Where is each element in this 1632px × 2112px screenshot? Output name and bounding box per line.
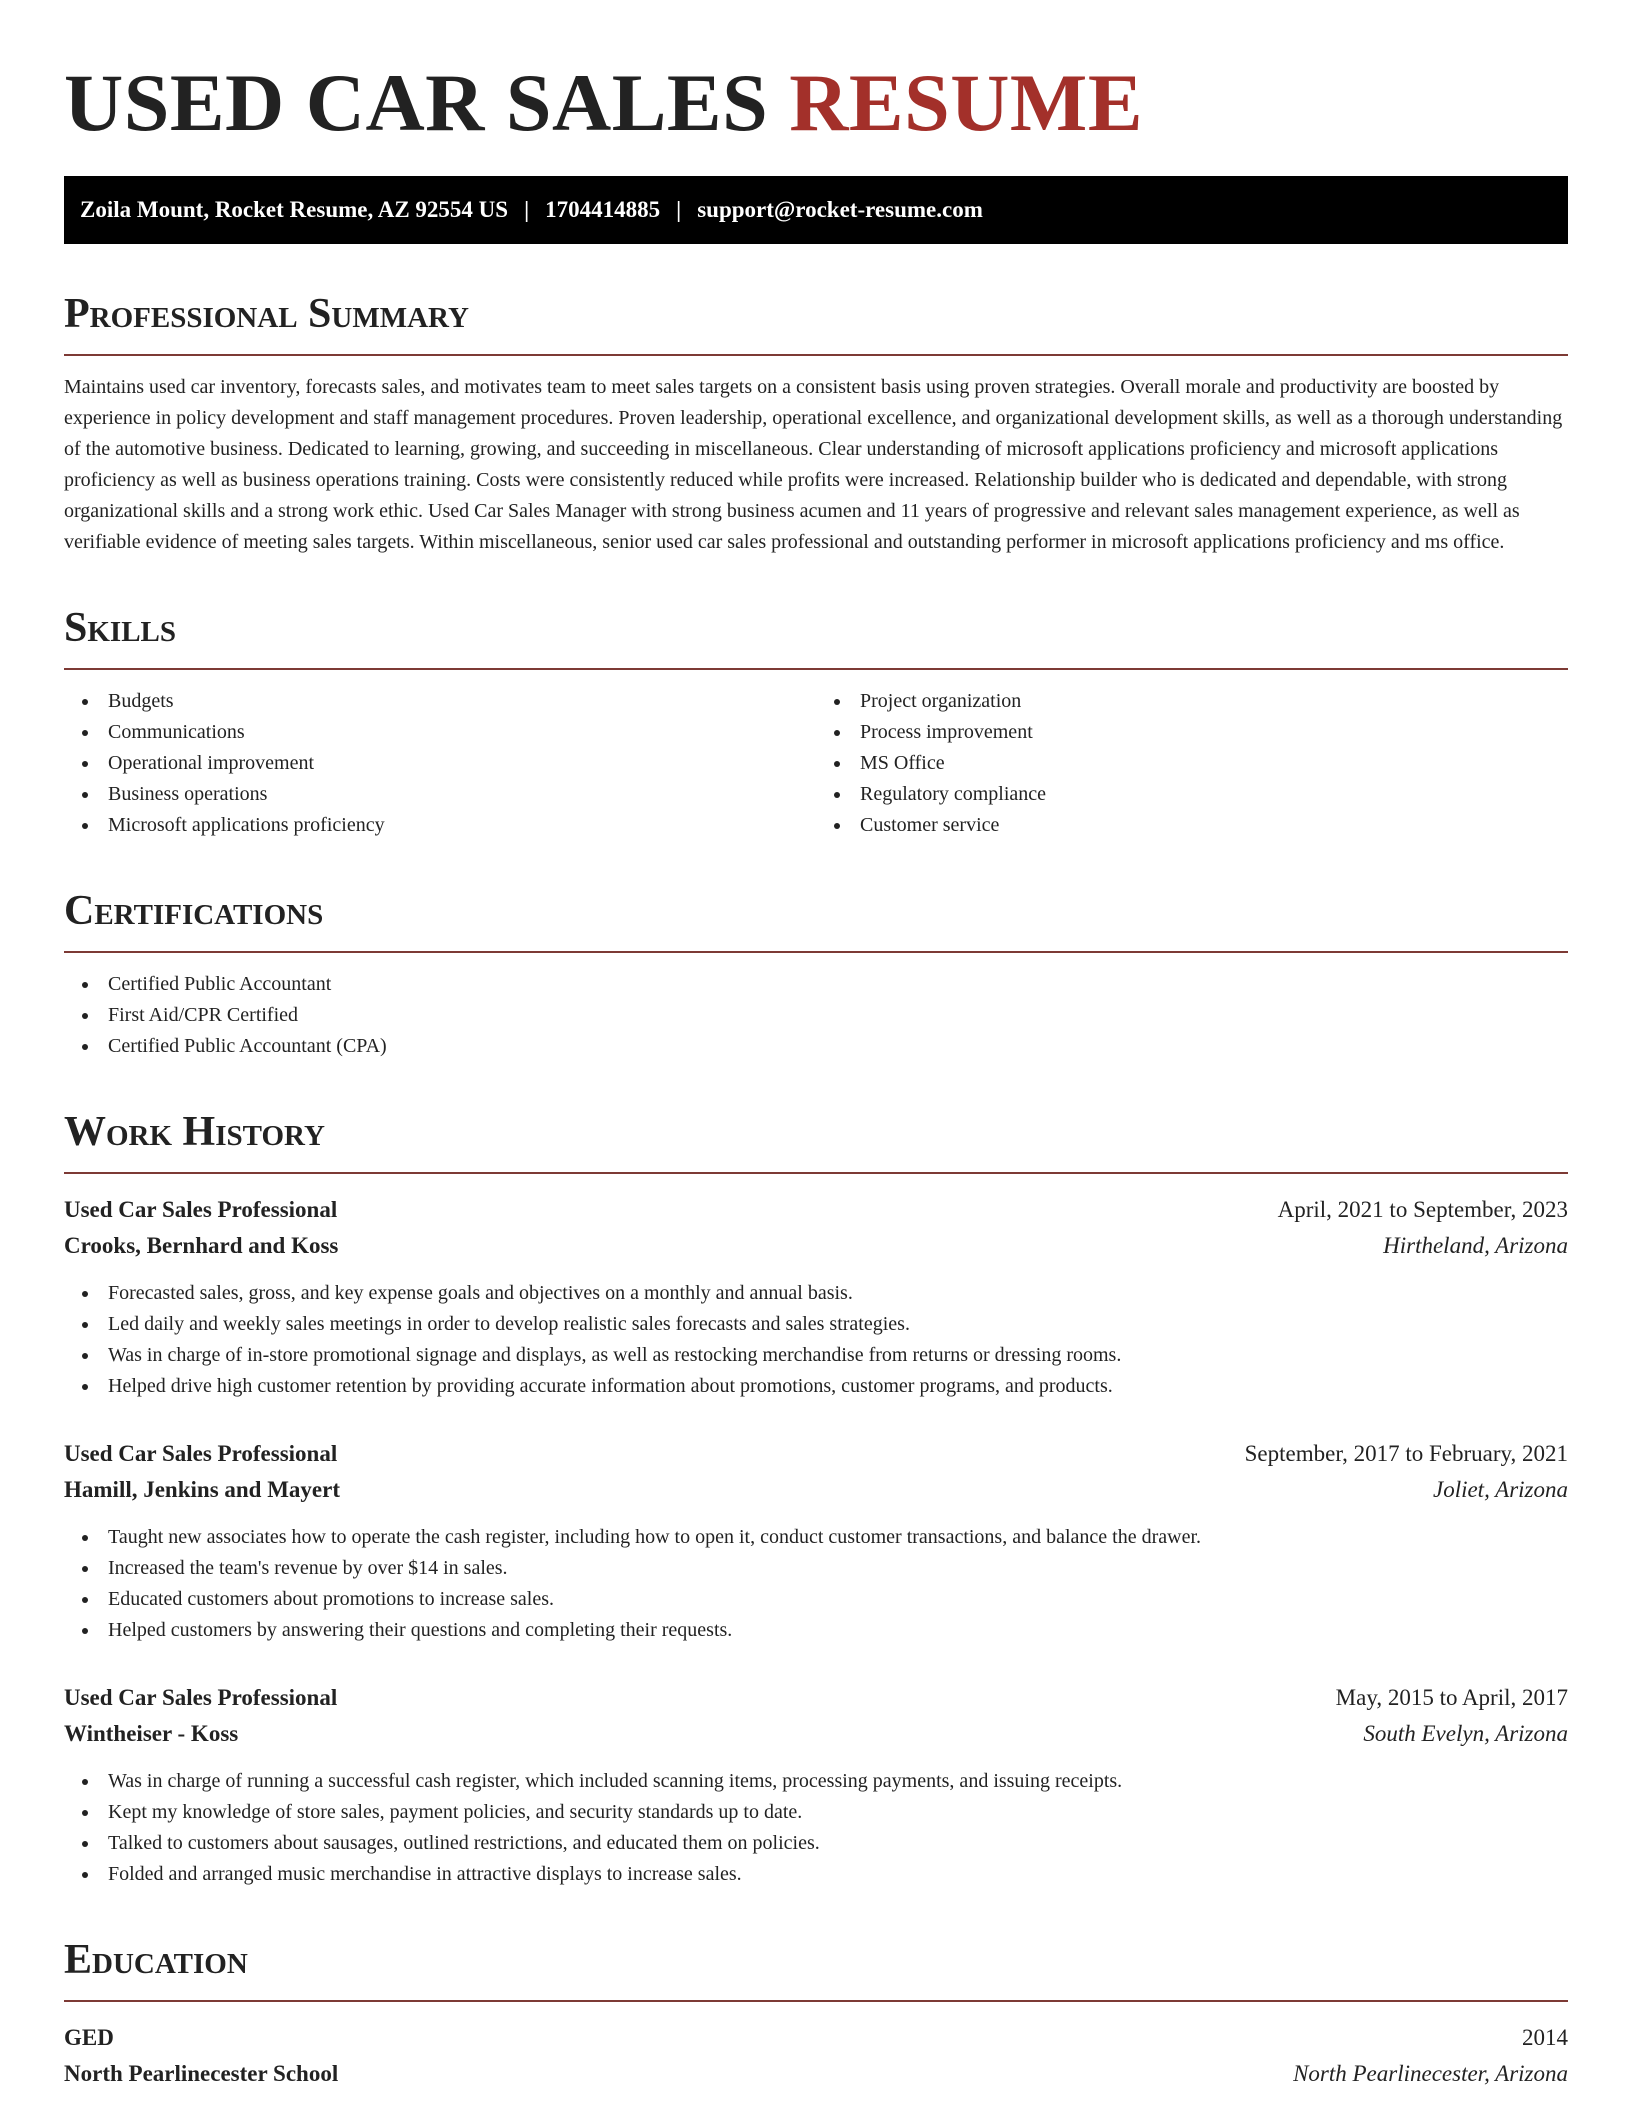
job-entry <box>64 1192 1568 1402</box>
job-dates: September, 2017 to February, 2021 <box>1244 1441 1568 1466</box>
job-dates: May, 2015 to April, 2017 <box>1335 1685 1568 1710</box>
certification-item: First Aid/CPR Certified <box>64 1000 1568 1031</box>
contact-separator: | <box>524 197 530 222</box>
skills-grid <box>64 686 1568 841</box>
contact-separator: | <box>676 197 682 222</box>
contact-bar <box>64 176 1568 244</box>
skill-item: Project organization <box>816 686 1568 717</box>
job-location: Joliet, Arizona <box>1432 1477 1568 1502</box>
skills-section <box>64 602 1568 841</box>
job-duties <box>64 1522 1568 1646</box>
job-entry <box>64 1436 1568 1646</box>
contact-address: Zoila Mount, Rocket Resume, AZ 92554 US <box>80 197 509 222</box>
education-heading: Education <box>64 1934 1568 2002</box>
job-duty: Led daily and weekly sales meetings in order to develop realistic sales forecasts and sales strategies. <box>64 1309 1568 1340</box>
job-company: Hamill, Jenkins and Mayert <box>64 1477 341 1502</box>
certification-item: Certified Public Accountant <box>64 969 1568 1000</box>
summary-heading: Professional Summary <box>64 288 1568 356</box>
job-duty: Helped drive high customer retention by providing accurate information about promotions, customer programs, and products. <box>64 1371 1568 1402</box>
skills-heading: Skills <box>64 602 1568 670</box>
skill-item: Customer service <box>816 810 1568 841</box>
skill-item: Budgets <box>64 686 816 717</box>
job-duty: Was in charge of in-store promotional signage and displays, as well as restocking merchandise from returns or dressing rooms. <box>64 1340 1568 1371</box>
job-duty: Helped customers by answering their questions and completing their requests. <box>64 1615 1568 1646</box>
education-school: North Pearlinecester School <box>64 2061 339 2086</box>
job-company: Crooks, Bernhard and Koss <box>64 1233 339 1258</box>
work-history-section <box>64 1106 1568 1890</box>
job-duty: Folded and arranged music merchandise in attractive displays to increase sales. <box>64 1859 1568 1890</box>
education-section <box>64 1934 1568 2092</box>
summary-text: Maintains used car inventory, forecasts sales, and motivates team to meet sales targets on a consistent basis using proven strategies. Overall morale and productivity are boosted by experience in policy development and staff management procedures. Proven leadership, operational excellence, and organizational development skills, as well as a thorough understanding of the automotive business. Dedicated to learning, growing, and succeeding in miscellaneous. Clear understanding of microsoft applications proficiency and microsoft applications proficiency as well as business operations training. Costs were consistently reduced while profits were increased. Relationship builder who is dedicated and dependable, with strong organizational skills and a strong work ethic. Used Car Sales Manager with strong business acumen and 11 years of progressive and relevant sales management experience, as well as verifiable evidence of meeting sales targets. Within miscellaneous, senior used car sales professional and outstanding performer in microsoft applications proficiency and ms office. <box>64 376 1563 553</box>
job-duties <box>64 1278 1568 1402</box>
job-duty: Taught new associates how to operate the cash register, including how to open it, conduct customer transactions, and balance the drawer. <box>64 1522 1568 1553</box>
job-duty: Was in charge of running a successful cash register, which included scanning items, processing payments, and issuing receipts. <box>64 1766 1568 1797</box>
job-duties <box>64 1766 1568 1890</box>
job-location: Hirtheland, Arizona <box>1383 1233 1568 1258</box>
education-entry <box>64 2020 1568 2092</box>
resume-title <box>64 58 1568 148</box>
skill-item: Process improvement <box>816 717 1568 748</box>
skills-list-right <box>816 686 1568 841</box>
job-entry <box>64 1680 1568 1890</box>
education-degree: GED <box>64 2025 114 2050</box>
job-duty: Educated customers about promotions to increase sales. <box>64 1584 1568 1615</box>
certification-item: Certified Public Accountant (CPA) <box>64 1031 1568 1062</box>
job-dates: April, 2021 to September, 2023 <box>1277 1197 1568 1222</box>
job-company: Wintheiser - Koss <box>64 1721 239 1746</box>
contact-email: support@rocket-resume.com <box>697 197 983 222</box>
skills-list-left <box>64 686 816 841</box>
job-duty: Forecasted sales, gross, and key expense goals and objectives on a monthly and annual basis. <box>64 1278 1568 1309</box>
summary-section <box>64 288 1568 558</box>
skill-item: Regulatory compliance <box>816 779 1568 810</box>
title-accent: RESUME <box>789 57 1144 148</box>
skill-item: Business operations <box>64 779 816 810</box>
job-title: Used Car Sales Professional <box>64 1197 338 1222</box>
skill-item: Microsoft applications proficiency <box>64 810 816 841</box>
job-duty: Increased the team's revenue by over $14 in sales. <box>64 1553 1568 1584</box>
job-duty: Talked to customers about sausages, outlined restrictions, and educated them on policies. <box>64 1828 1568 1859</box>
title-main: USED CAR SALES <box>64 57 769 148</box>
certifications-section <box>64 885 1568 1062</box>
contact-phone: 1704414885 <box>545 197 661 222</box>
education-year: 2014 <box>1522 2025 1568 2050</box>
education-location: North Pearlinecester, Arizona <box>1293 2061 1568 2086</box>
certifications-heading: Certifications <box>64 885 1568 953</box>
job-location: South Evelyn, Arizona <box>1363 1721 1568 1746</box>
job-title: Used Car Sales Professional <box>64 1441 338 1466</box>
skill-item: Communications <box>64 717 816 748</box>
job-title: Used Car Sales Professional <box>64 1685 338 1710</box>
work-history-heading: Work History <box>64 1106 1568 1174</box>
job-duty: Kept my knowledge of store sales, payment policies, and security standards up to date. <box>64 1797 1568 1828</box>
certifications-list <box>64 969 1568 1062</box>
header <box>64 0 1568 176</box>
skill-item: MS Office <box>816 748 1568 779</box>
skill-item: Operational improvement <box>64 748 816 779</box>
